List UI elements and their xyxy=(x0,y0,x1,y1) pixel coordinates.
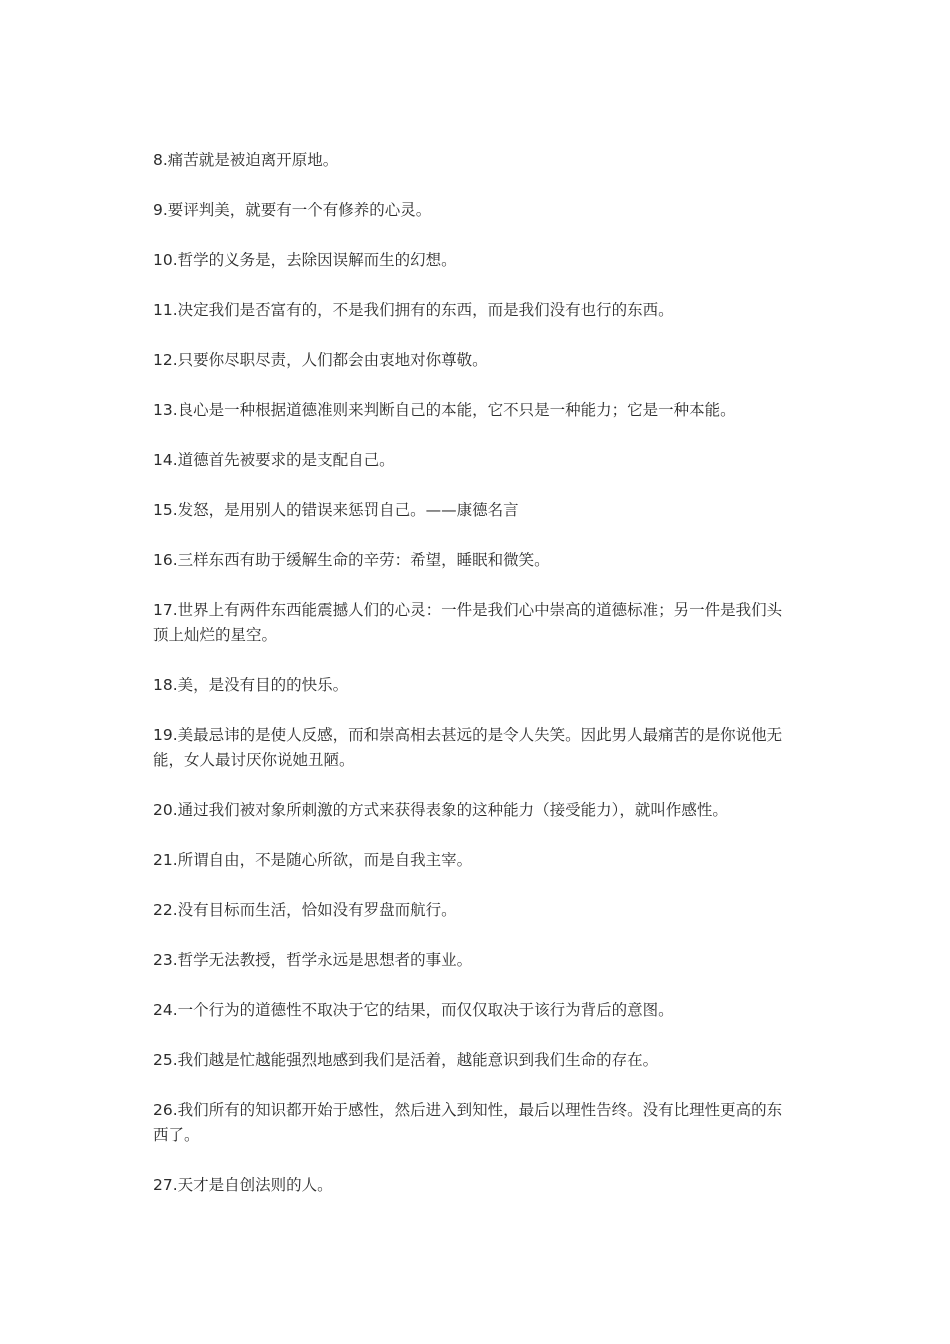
quote-item: 19.美最忌讳的是使人反感，而和崇高相去甚远的是令人失笑。因此男人最痛苦的是你说他无能，女人最讨厌你说她丑陋。 xyxy=(153,726,783,769)
quote-item: 27.天才是自创法则的人。 xyxy=(153,1176,333,1194)
quote-item: 21.所谓自由，不是随心所欲，而是自我主宰。 xyxy=(153,851,473,869)
quote-item: 15.发怒，是用别人的错误来惩罚自己。——康德名言 xyxy=(153,501,519,519)
quote-item: 26.我们所有的知识都开始于感性，然后进入到知性，最后以理性告终。没有比理性更高的东西了。 xyxy=(153,1101,783,1144)
quote-item: 10.哲学的义务是，去除因误解而生的幻想。 xyxy=(153,251,457,269)
quote-item: 25.我们越是忙越能强烈地感到我们是活着，越能意识到我们生命的存在。 xyxy=(153,1051,659,1069)
quote-item: 9.要评判美，就要有一个有修养的心灵。 xyxy=(153,201,432,219)
quote-item: 18.美，是没有目的的快乐。 xyxy=(153,676,349,694)
quote-item: 24.一个行为的道德性不取决于它的结果，而仅仅取决于该行为背后的意图。 xyxy=(153,1001,674,1019)
quote-item: 13.良心是一种根据道德准则来判断自己的本能，它不只是一种能力；它是一种本能。 xyxy=(153,401,736,419)
quote-item: 17.世界上有两件东西能震撼人们的心灵：一件是我们心中崇高的道德标准；另一件是我们头顶上灿烂的星空。 xyxy=(153,601,783,644)
document-body xyxy=(153,148,793,1223)
quote-item: 8.痛苦就是被迫离开原地。 xyxy=(153,151,339,169)
quote-item: 16.三样东西有助于缓解生命的辛劳：希望，睡眠和微笑。 xyxy=(153,551,550,569)
quote-item: 23.哲学无法教授，哲学永远是思想者的事业。 xyxy=(153,951,473,969)
quote-item: 20.通过我们被对象所刺激的方式来获得表象的这种能力（接受能力），就叫作感性。 xyxy=(153,801,728,819)
quote-item: 11.决定我们是否富有的，不是我们拥有的东西，而是我们没有也行的东西。 xyxy=(153,301,674,319)
quote-item: 14.道德首先被要求的是支配自己。 xyxy=(153,451,395,469)
quote-item: 22.没有目标而生活，恰如没有罗盘而航行。 xyxy=(153,901,457,919)
quote-item: 12.只要你尽职尽责，人们都会由衷地对你尊敬。 xyxy=(153,351,488,369)
